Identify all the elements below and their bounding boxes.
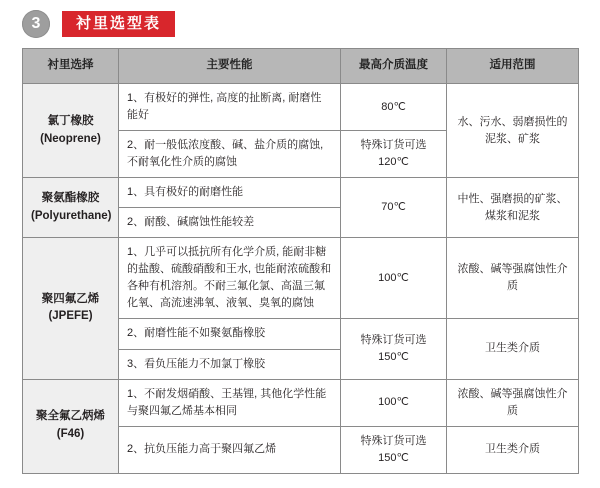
temperature-cell xyxy=(341,319,447,379)
application-range-cell: 浓酸、碱等强腐蚀性介质 xyxy=(447,238,579,319)
liner-selection-table xyxy=(22,48,579,474)
temperature-value: 150℃ xyxy=(378,351,409,364)
temperature-note: 特殊订货可选 xyxy=(360,333,427,346)
liner-name-cell xyxy=(23,379,119,473)
liner-name-cn: 聚四氟乙烯 xyxy=(41,292,100,305)
column-header-application-range: 适用范围 xyxy=(447,49,579,84)
performance-cell: 2、耐磨性能不如聚氨酯橡胶 xyxy=(119,319,341,349)
page-title: 衬里选型表 xyxy=(62,11,175,37)
performance-cell: 1、具有极好的耐磨性能 xyxy=(119,178,341,208)
liner-name-cell xyxy=(23,178,119,238)
temperature-note: 特殊订货可选 xyxy=(360,434,427,447)
performance-cell: 2、耐一般低浓度酸、碱、盐介质的腐蚀, 不耐氧化性介质的腐蚀 xyxy=(119,131,341,178)
section-header xyxy=(22,8,175,40)
application-range-cell: 中性、强磨损的矿浆、煤浆和泥浆 xyxy=(447,178,579,238)
liner-name-en: (F46) xyxy=(56,428,85,441)
liner-selection-table-wrapper xyxy=(22,48,578,474)
section-number-badge: 3 xyxy=(22,10,50,38)
temperature-cell: 70℃ xyxy=(341,178,447,238)
table-row xyxy=(23,178,579,208)
temperature-cell xyxy=(341,426,447,473)
column-header-performance: 主要性能 xyxy=(119,49,341,84)
table-header xyxy=(23,49,579,84)
table-header-row xyxy=(23,49,579,84)
liner-name-cn: 聚氨酯橡胶 xyxy=(41,191,100,204)
table-row xyxy=(23,84,579,131)
temperature-cell: 80℃ xyxy=(341,84,447,131)
liner-name-en: (Neoprene) xyxy=(40,132,101,145)
table-row xyxy=(23,238,579,319)
column-header-max-temperature: 最高介质温度 xyxy=(341,49,447,84)
liner-name-cn: 聚全氟乙炳烯 xyxy=(36,410,105,423)
application-range-cell: 浓酸、碱等强腐蚀性介质 xyxy=(447,379,579,426)
table-row xyxy=(23,379,579,426)
application-range-cell: 卫生类介质 xyxy=(447,426,579,473)
application-range-cell: 卫生类介质 xyxy=(447,319,579,379)
temperature-note: 特殊订货可选 xyxy=(360,139,427,152)
performance-cell: 2、耐酸、碱腐蚀性能较差 xyxy=(119,208,341,238)
temperature-value: 150℃ xyxy=(378,451,409,464)
column-header-liner: 衬里选择 xyxy=(23,49,119,84)
liner-name-cn: 氯丁橡胶 xyxy=(47,114,94,127)
liner-name-cell xyxy=(23,238,119,379)
temperature-cell xyxy=(341,131,447,178)
liner-name-cell xyxy=(23,84,119,178)
performance-cell: 1、几乎可以抵抗所有化学介质, 能耐非糖的盐酸、硫酸硝酸和王水, 也能耐浓硫酸和各种有机溶剂。不耐三氟化氯、高温三氟化氧、高流速沸氧、液氧、臭氧的腐蚀 xyxy=(119,238,341,319)
performance-cell: 1、有极好的弹性, 高度的扯断离, 耐磨性能好 xyxy=(119,84,341,131)
table-body xyxy=(23,84,579,474)
temperature-cell: 100℃ xyxy=(341,379,447,426)
application-range-cell: 水、污水、弱磨损性的泥浆、矿浆 xyxy=(447,84,579,178)
temperature-value: 120℃ xyxy=(378,156,409,169)
liner-name-en: (Polyurethane) xyxy=(31,209,112,222)
temperature-cell: 100℃ xyxy=(341,238,447,319)
performance-cell: 2、抗负压能力高于聚四氟乙烯 xyxy=(119,426,341,473)
performance-cell: 3、看负压能力不加氯丁橡胶 xyxy=(119,349,341,379)
liner-name-en: (JPEFE) xyxy=(48,310,93,323)
performance-cell: 1、不耐发烟硝酸、王基锂, 其他化学性能与聚四氟乙烯基本相同 xyxy=(119,379,341,426)
